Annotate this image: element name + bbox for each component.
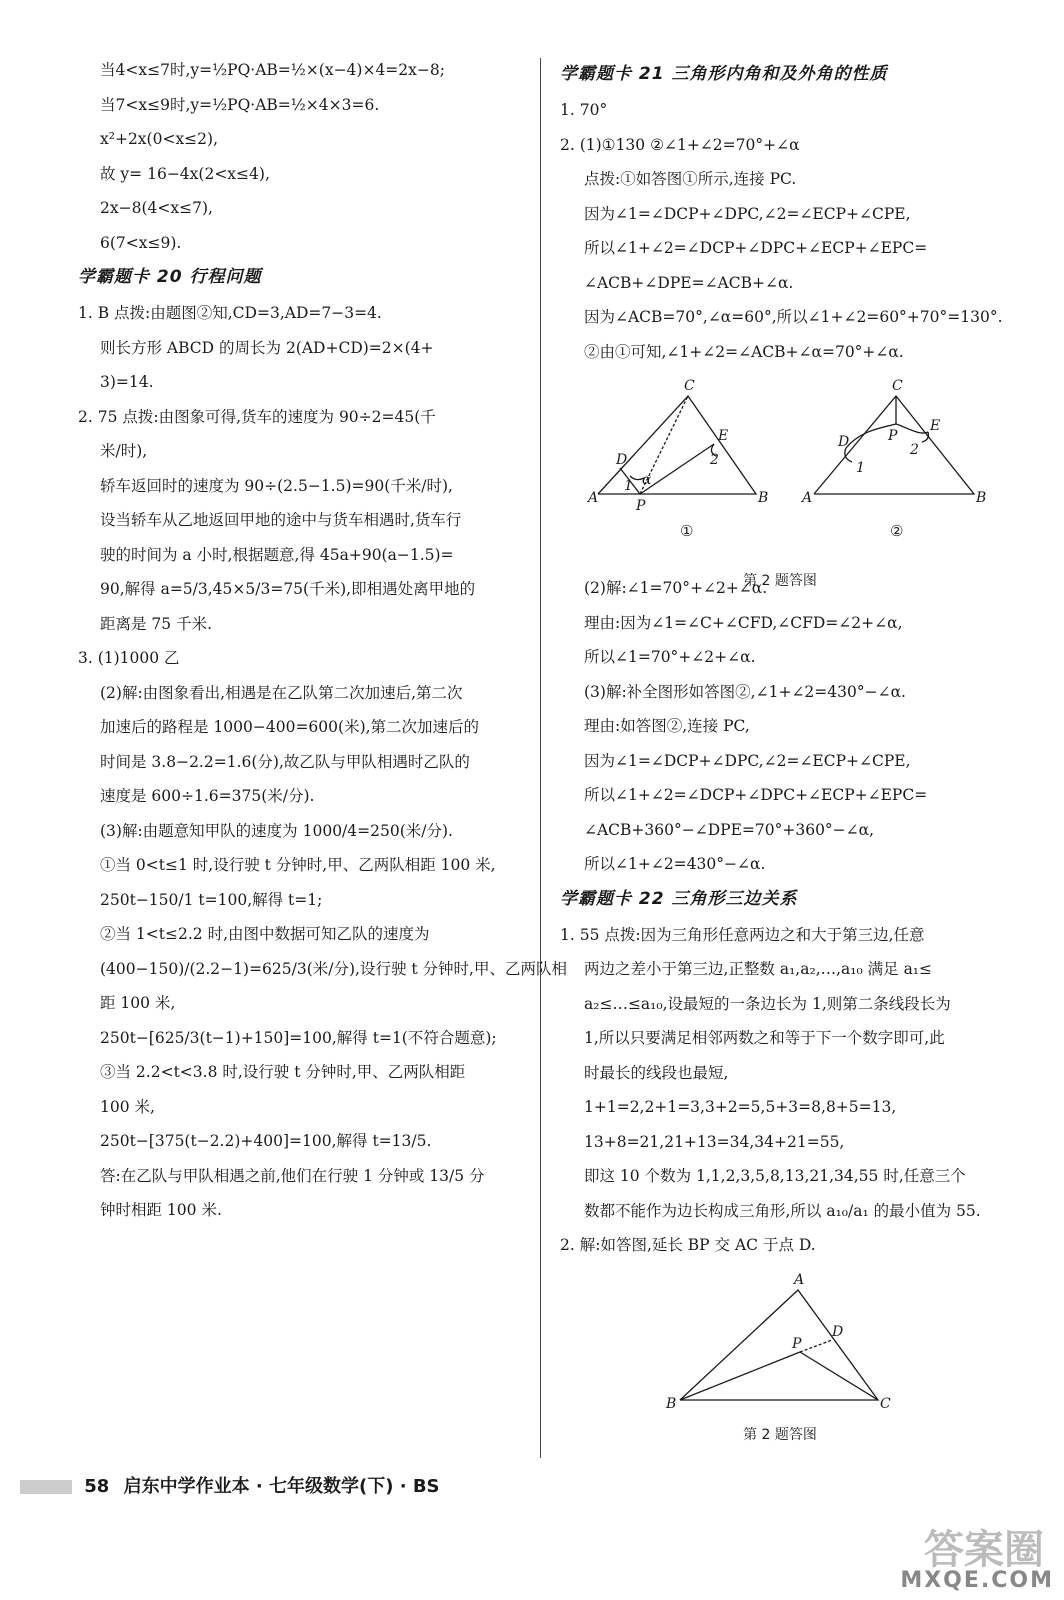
text-line: 钟时相距 100 米. xyxy=(100,1201,222,1219)
svg-text:B: B xyxy=(758,490,769,506)
svg-text:E: E xyxy=(930,418,941,434)
text-line: 数都不能作为边长构成三角形,所以 a₁₀/a₁ 的最小值为 55. xyxy=(584,1201,981,1220)
text-line: 则长方形 ABCD 的周长为 2(AD+CD)=2×(4+ xyxy=(100,338,434,357)
page-footer xyxy=(20,1472,440,1498)
text-line: ②当 1<t≤2.2 时,由图中数据可知乙队的速度为 xyxy=(100,925,430,943)
figure-caption-1: 第 2 题答图 xyxy=(743,573,817,589)
text-line: 2x−8(4<x≤7), xyxy=(100,199,213,217)
text-line: 2. 解:如答图,延长 BP 交 AC 于点 D. xyxy=(560,1236,816,1254)
figure-label-1: ① xyxy=(680,522,694,540)
text-line: 理由:如答图②,连接 PC, xyxy=(584,717,750,735)
text-line: 加速后的路程是 1000−400=600(米),第二次加速后的 xyxy=(100,718,480,736)
text-line: 设当轿车从乙地返回甲地的途中与货车相遇时,货车行 xyxy=(100,511,462,529)
left-column xyxy=(78,60,567,1235)
text-line: 1. 70° xyxy=(560,101,608,119)
triangle-diagram-2 xyxy=(560,1270,1000,1420)
svg-text:A: A xyxy=(794,1271,805,1288)
text-line: ①当 0<t≤1 时,设行驶 t 分钟时,甲、乙两队相距 100 米, xyxy=(100,856,496,874)
right-column xyxy=(560,60,1003,1452)
text-line: 两边之差小于第三边,正整数 a₁,a₂,…,a₁₀ 满足 a₁≤ xyxy=(584,960,933,978)
text-line: 所以∠1+∠2=∠DCP+∠DPC+∠ECP+∠EPC= xyxy=(584,786,928,804)
text-line: 因为∠ACB=70°,∠α=60°,所以∠1+∠2=60°+70°=130°. xyxy=(584,308,1003,326)
text-line: 250t−[375(t−2.2)+400]=100,解得 t=13/5. xyxy=(100,1132,432,1150)
svg-text:P: P xyxy=(888,428,898,444)
svg-text:C: C xyxy=(684,378,695,394)
text-line: 所以∠1=70°+∠2+∠α. xyxy=(584,648,756,666)
text-line: 理由:因为∠1=∠C+∠CFD,∠CFD=∠2+∠α, xyxy=(584,613,903,632)
svg-text:2: 2 xyxy=(710,452,719,468)
text-line: 250t−150/1 t=100,解得 t=1; xyxy=(100,890,323,909)
text-line: 因为∠1=∠DCP+∠DPC,∠2=∠ECP+∠CPE, xyxy=(584,204,911,223)
text-line: 1. B 点拨:由题图②知,CD=3,AD=7−3=4. xyxy=(78,304,382,322)
text-line: ②由①可知,∠1+∠2=∠ACB+∠α=70°+∠α. xyxy=(584,342,904,361)
section-header: 学霸题卡 20 行程问题 xyxy=(78,267,262,287)
text-line: 当7<x≤9时,y=½PQ·AB=½×4×3=6. xyxy=(100,95,380,114)
text-line: 13+8=21,21+13=34,34+21=55, xyxy=(584,1132,845,1151)
text-line: ③当 2.2<t<3.8 时,设行驶 t 分钟时,甲、乙两队相距 xyxy=(100,1063,466,1081)
svg-text:A: A xyxy=(588,490,599,506)
text-line: (400−150)/(2.2−1)=625/3(米/分),设行驶 t 分钟时,甲、乙两队相 xyxy=(100,959,567,978)
text-line: 2. (1)①130 ②∠1+∠2=70°+∠α xyxy=(560,135,800,154)
watermark-url: MXQE.COM xyxy=(900,1568,1054,1593)
svg-text:C: C xyxy=(880,1395,891,1412)
book-title: 启东中学作业本 · 七年级数学(下) · BS xyxy=(123,1476,440,1497)
figure-label-2: ② xyxy=(890,522,904,540)
svg-text:D: D xyxy=(832,1323,844,1340)
text-line: 1,所以只要满足相邻两数之和等于下一个数字即可,此 xyxy=(584,1029,945,1047)
text-line: 轿车返回时的速度为 90÷(2.5−1.5)=90(千米/时), xyxy=(100,476,453,495)
column-divider xyxy=(540,58,541,1458)
text-line: (3)解:由题意知甲队的速度为 1000/4=250(米/分). xyxy=(100,821,453,840)
text-line: 3)=14. xyxy=(100,373,154,391)
text-line: 6(7<x≤9). xyxy=(100,233,182,252)
text-line: 250t−[625/3(t−1)+150]=100,解得 t=1(不符合题意); xyxy=(100,1028,497,1047)
svg-text:P: P xyxy=(636,498,646,514)
svg-text:B: B xyxy=(666,1395,677,1412)
text-line: ∠ACB+360°−∠DPE=70°+360°−∠α, xyxy=(584,820,875,839)
page-number: 58 xyxy=(84,1476,110,1497)
text-line: 所以∠1+∠2=∠DCP+∠DPC+∠ECP+∠EPC= xyxy=(584,239,928,257)
text-line: (3)解:补全图形如答图②,∠1+∠2=430°−∠α. xyxy=(584,682,906,701)
watermark-logo: 答案圈 xyxy=(924,1527,1044,1573)
text-line: 速度是 600÷1.6=375(米/分). xyxy=(100,787,315,805)
svg-text:α: α xyxy=(642,472,652,488)
svg-text:2: 2 xyxy=(910,442,919,458)
text-line: 1. 55 点拨:因为三角形任意两边之和大于第三边,任意 xyxy=(560,925,925,944)
text-line: 即这 10 个数为 1,1,2,3,5,8,13,21,34,55 时,任意三个 xyxy=(584,1167,966,1185)
figure-triangle-bpc xyxy=(560,1270,1000,1443)
footer-bar xyxy=(20,1480,72,1494)
text-line: 2. 75 点拨:由图象可得,货车的速度为 90÷2=45(千 xyxy=(78,407,436,426)
text-line: 因为∠1=∠DCP+∠DPC,∠2=∠ECP+∠CPE, xyxy=(584,751,911,770)
text-line: 故 y= 16−4x(2<x≤4), xyxy=(100,164,270,183)
text-line: 90,解得 a=5/3,45×5/3=75(千米),即相遇处离甲地的 xyxy=(100,580,476,598)
text-line: 驶的时间为 a 小时,根据题意,得 45a+90(a−1.5)= xyxy=(100,545,454,564)
text-line: 点拨:①如答图①所示,连接 PC. xyxy=(584,170,797,188)
text-line: (2)解:∠1=70°+∠2+∠α. xyxy=(584,579,768,597)
text-line: 距离是 75 千米. xyxy=(100,614,213,633)
text-line: 1+1=2,2+1=3,3+2=5,5+3=8,8+5=13, xyxy=(584,1098,897,1116)
text-line: 当4<x≤7时,y=½PQ·AB=½×(x−4)×4=2x−8; xyxy=(100,61,445,79)
svg-text:C: C xyxy=(892,378,903,394)
svg-text:D: D xyxy=(838,434,850,450)
section-header: 学霸题卡 22 三角形三边关系 xyxy=(560,888,798,909)
text-line: 时最长的线段也最短, xyxy=(584,1063,729,1082)
svg-text:1: 1 xyxy=(856,460,865,476)
text-line: a₂≤…≤a₁₀,设最短的一条边长为 1,则第二条线段长为 xyxy=(584,994,951,1013)
text-line: (2)解:由图象看出,相遇是在乙队第二次加速后,第二次 xyxy=(100,683,463,702)
svg-text:P: P xyxy=(792,1335,802,1352)
text-line: 距 100 米, xyxy=(100,994,176,1012)
triangle-diagram xyxy=(560,376,1000,566)
text-line: 时间是 3.8−2.2=1.6(分),故乙队与甲队相遇时乙队的 xyxy=(100,752,470,771)
svg-text:B: B xyxy=(976,490,987,506)
svg-text:E: E xyxy=(718,428,729,444)
svg-text:A: A xyxy=(802,490,813,506)
text-line: 所以∠1+∠2=430°−∠α. xyxy=(584,855,766,873)
section-header: 学霸题卡 21 三角形内角和及外角的性质 xyxy=(560,64,888,84)
text-line: ∠ACB+∠DPE=∠ACB+∠α. xyxy=(584,273,794,292)
text-line: x²+2x(0<x≤2), xyxy=(100,130,219,148)
text-line: 米/时), xyxy=(100,442,148,460)
svg-text:1: 1 xyxy=(624,478,633,494)
text-line: 3. (1)1000 乙 xyxy=(78,649,180,667)
figure-caption-2: 第 2 题答图 xyxy=(743,1426,817,1443)
text-line: 100 米, xyxy=(100,1097,155,1116)
text-line: 答:在乙队与甲队相遇之前,他们在行驶 1 分钟或 13/5 分 xyxy=(100,1166,485,1185)
svg-text:D: D xyxy=(616,452,628,468)
